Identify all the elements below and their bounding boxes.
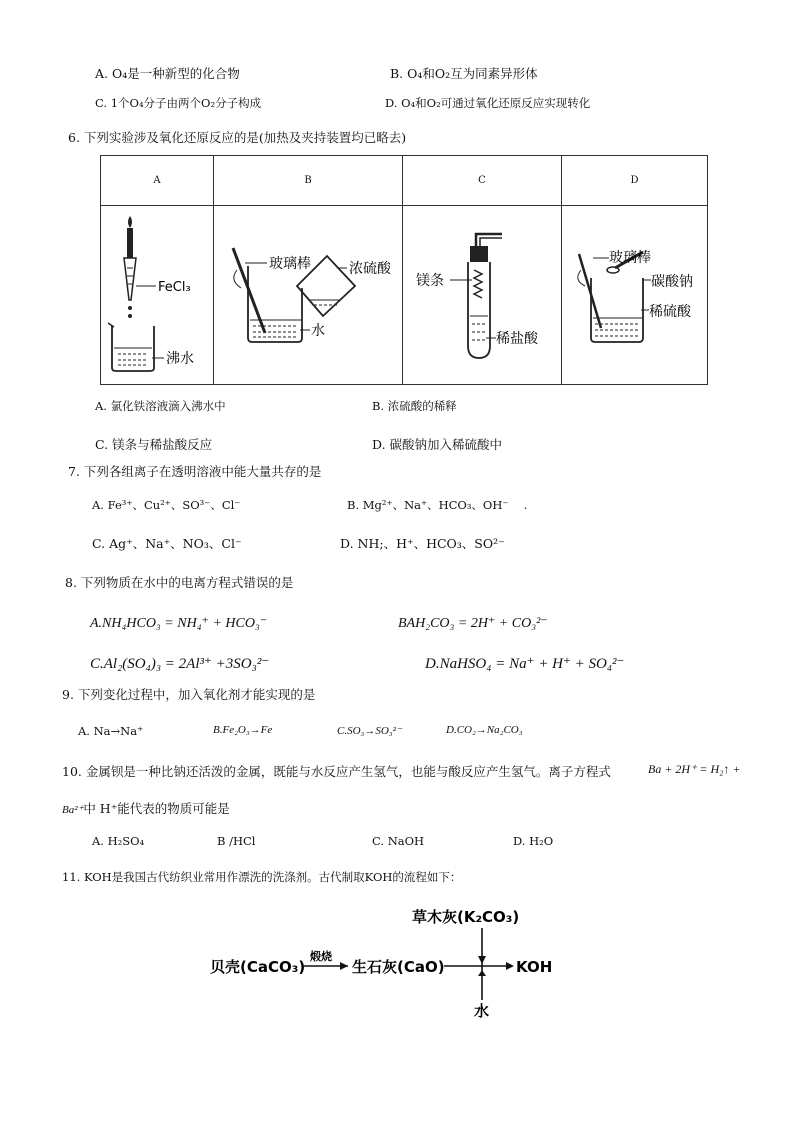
dilute-sulfuric-acid-label: 稀硫酸 — [648, 304, 691, 320]
acid-dilution-diagram — [215, 208, 401, 378]
q6-header-a: A — [101, 156, 214, 206]
dilute-hcl-label: 稀盐酸 — [496, 331, 538, 347]
q8-option-c: C.Al₂(SO₄)₃ = 2Al³⁺ +3SO₃²⁻ — [90, 656, 270, 672]
water-label-b: 水 — [311, 323, 325, 339]
glass-rod-label-b: 玻璃棒 — [269, 256, 311, 272]
q10-option-a: A. H₂SO₄ — [92, 834, 145, 848]
conc-sulfuric-acid-label: 浓硫酸 — [349, 261, 391, 277]
glass-rod-label-d: 玻璃棒 — [608, 250, 651, 266]
koh-label: KOH — [516, 958, 553, 976]
q6-header-b: B — [214, 156, 403, 206]
q9-option-c: C.SO₃→SO₃²⁻ — [337, 725, 402, 737]
q6-option-a: A. 氯化铁溶液滴入沸水中 — [95, 399, 226, 413]
q5-option-a: A. O₄是一种新型的化合物 — [95, 66, 240, 81]
q10-stem-continued: 中 H⁺能代表的物质可能是 — [83, 801, 230, 816]
q5-option-b: B. O₄和O₂互为同素异形体 — [390, 66, 538, 81]
magnesium-strip-label: 镁条 — [416, 273, 444, 289]
q7-option-d: D. NH;、H⁺、HCO₃、SO²⁻ — [340, 536, 505, 551]
q7-option-c: C. Ag⁺、Na⁺、NO₃、Cl⁻ — [92, 536, 242, 551]
q9-option-d: D.CO₂→Na₂CO₃ — [446, 724, 523, 736]
q8-option-b: BAH₂CO₃ = 2H⁺ + CO₃²⁻ — [398, 616, 548, 631]
q6-option-c: C. 镁条与稀盐酸反应 — [95, 437, 213, 452]
q6-figure-a — [101, 206, 214, 385]
q10-option-b: B /HCl — [217, 834, 256, 848]
carbonate-acid-diagram — [563, 208, 707, 378]
q9-stem: 9. 下列变化过程中，加入氧化剂才能实现的是 — [62, 687, 316, 702]
q10-barium-ion: Ba²⁺ — [62, 804, 84, 816]
q8-stem: 8. 下列物质在水中的电离方程式错误的是 — [65, 575, 294, 590]
q6-figure-b — [214, 206, 403, 385]
fecl3-label: FeCl₃ — [158, 280, 191, 295]
q7-option-b: B. Mg²⁺、Na⁺、HCO₃、OH⁻ . — [347, 498, 528, 512]
koh-process-flowchart — [200, 900, 560, 1025]
q6-header-d: D — [562, 156, 708, 206]
q5-option-d: D. O₄和O₂可通过氧化还原反应实现转化 — [385, 96, 591, 110]
q6-option-d: D. 碳酸钠加入稀硫酸中 — [372, 437, 503, 452]
q8-option-d: D.NaHSO₄ = Na⁺ + H⁺ + SO₄²⁻ — [425, 656, 625, 672]
q6-experiment-table — [100, 155, 708, 385]
magnesium-acid-diagram — [404, 208, 560, 378]
q8-option-a: A.NH₄HCO₃ = NH₄⁺ + HCO₃⁻ — [90, 616, 268, 631]
q6-figure-d — [562, 206, 708, 385]
q11-stem: 11. KOH是我国古代纺织业常用作漂洗的洗涤剂。古代制取KOH的流程如下： — [62, 870, 462, 884]
fecl3-dropper-diagram — [102, 208, 212, 378]
water-label-q11: 水 — [474, 1002, 490, 1020]
q6-header-c: C — [403, 156, 562, 206]
q9-option-a: A. Na→Na⁺ — [78, 724, 144, 738]
calcination-label: 煅烧 — [310, 950, 332, 963]
sodium-carbonate-label: 碳酸钠 — [650, 274, 693, 290]
q6-option-b: B. 浓硫酸的稀释 — [372, 399, 457, 413]
q6-stem: 6. 下列实验涉及氧化还原反应的是(加热及夹持装置均已略去) — [68, 130, 407, 145]
q7-option-a: A. Fe³⁺、Cu²⁺、SO³⁻、Cl⁻ — [92, 498, 241, 512]
quicklime-label: 生石灰(CaO) — [352, 958, 445, 976]
q10-option-c: C. NaOH — [372, 834, 425, 848]
q9-option-b: B.Fe₂O₃→Fe — [213, 724, 273, 736]
q10-equation: Ba + 2H⁺ = H₂↑ + — [648, 762, 741, 776]
q10-option-d: D. H₂O — [513, 834, 554, 848]
q5-option-c: C. 1个O₄分子由两个O₂分子构成 — [95, 96, 262, 110]
boiling-water-label: 沸水 — [166, 351, 194, 367]
plant-ash-label: 草木灰(K₂CO₃) — [412, 908, 520, 926]
q6-figure-c — [403, 206, 562, 385]
q10-stem: 10. 金属钡是一种比钠还活泼的金属，既能与水反应产生氢气，也能与酸反应产生氢气。离子方程式 — [62, 764, 611, 779]
q7-stem: 7. 下列各组离子在透明溶液中能大量共存的是 — [68, 464, 322, 479]
shell-label: 贝壳(CaCO₃) — [210, 958, 306, 976]
